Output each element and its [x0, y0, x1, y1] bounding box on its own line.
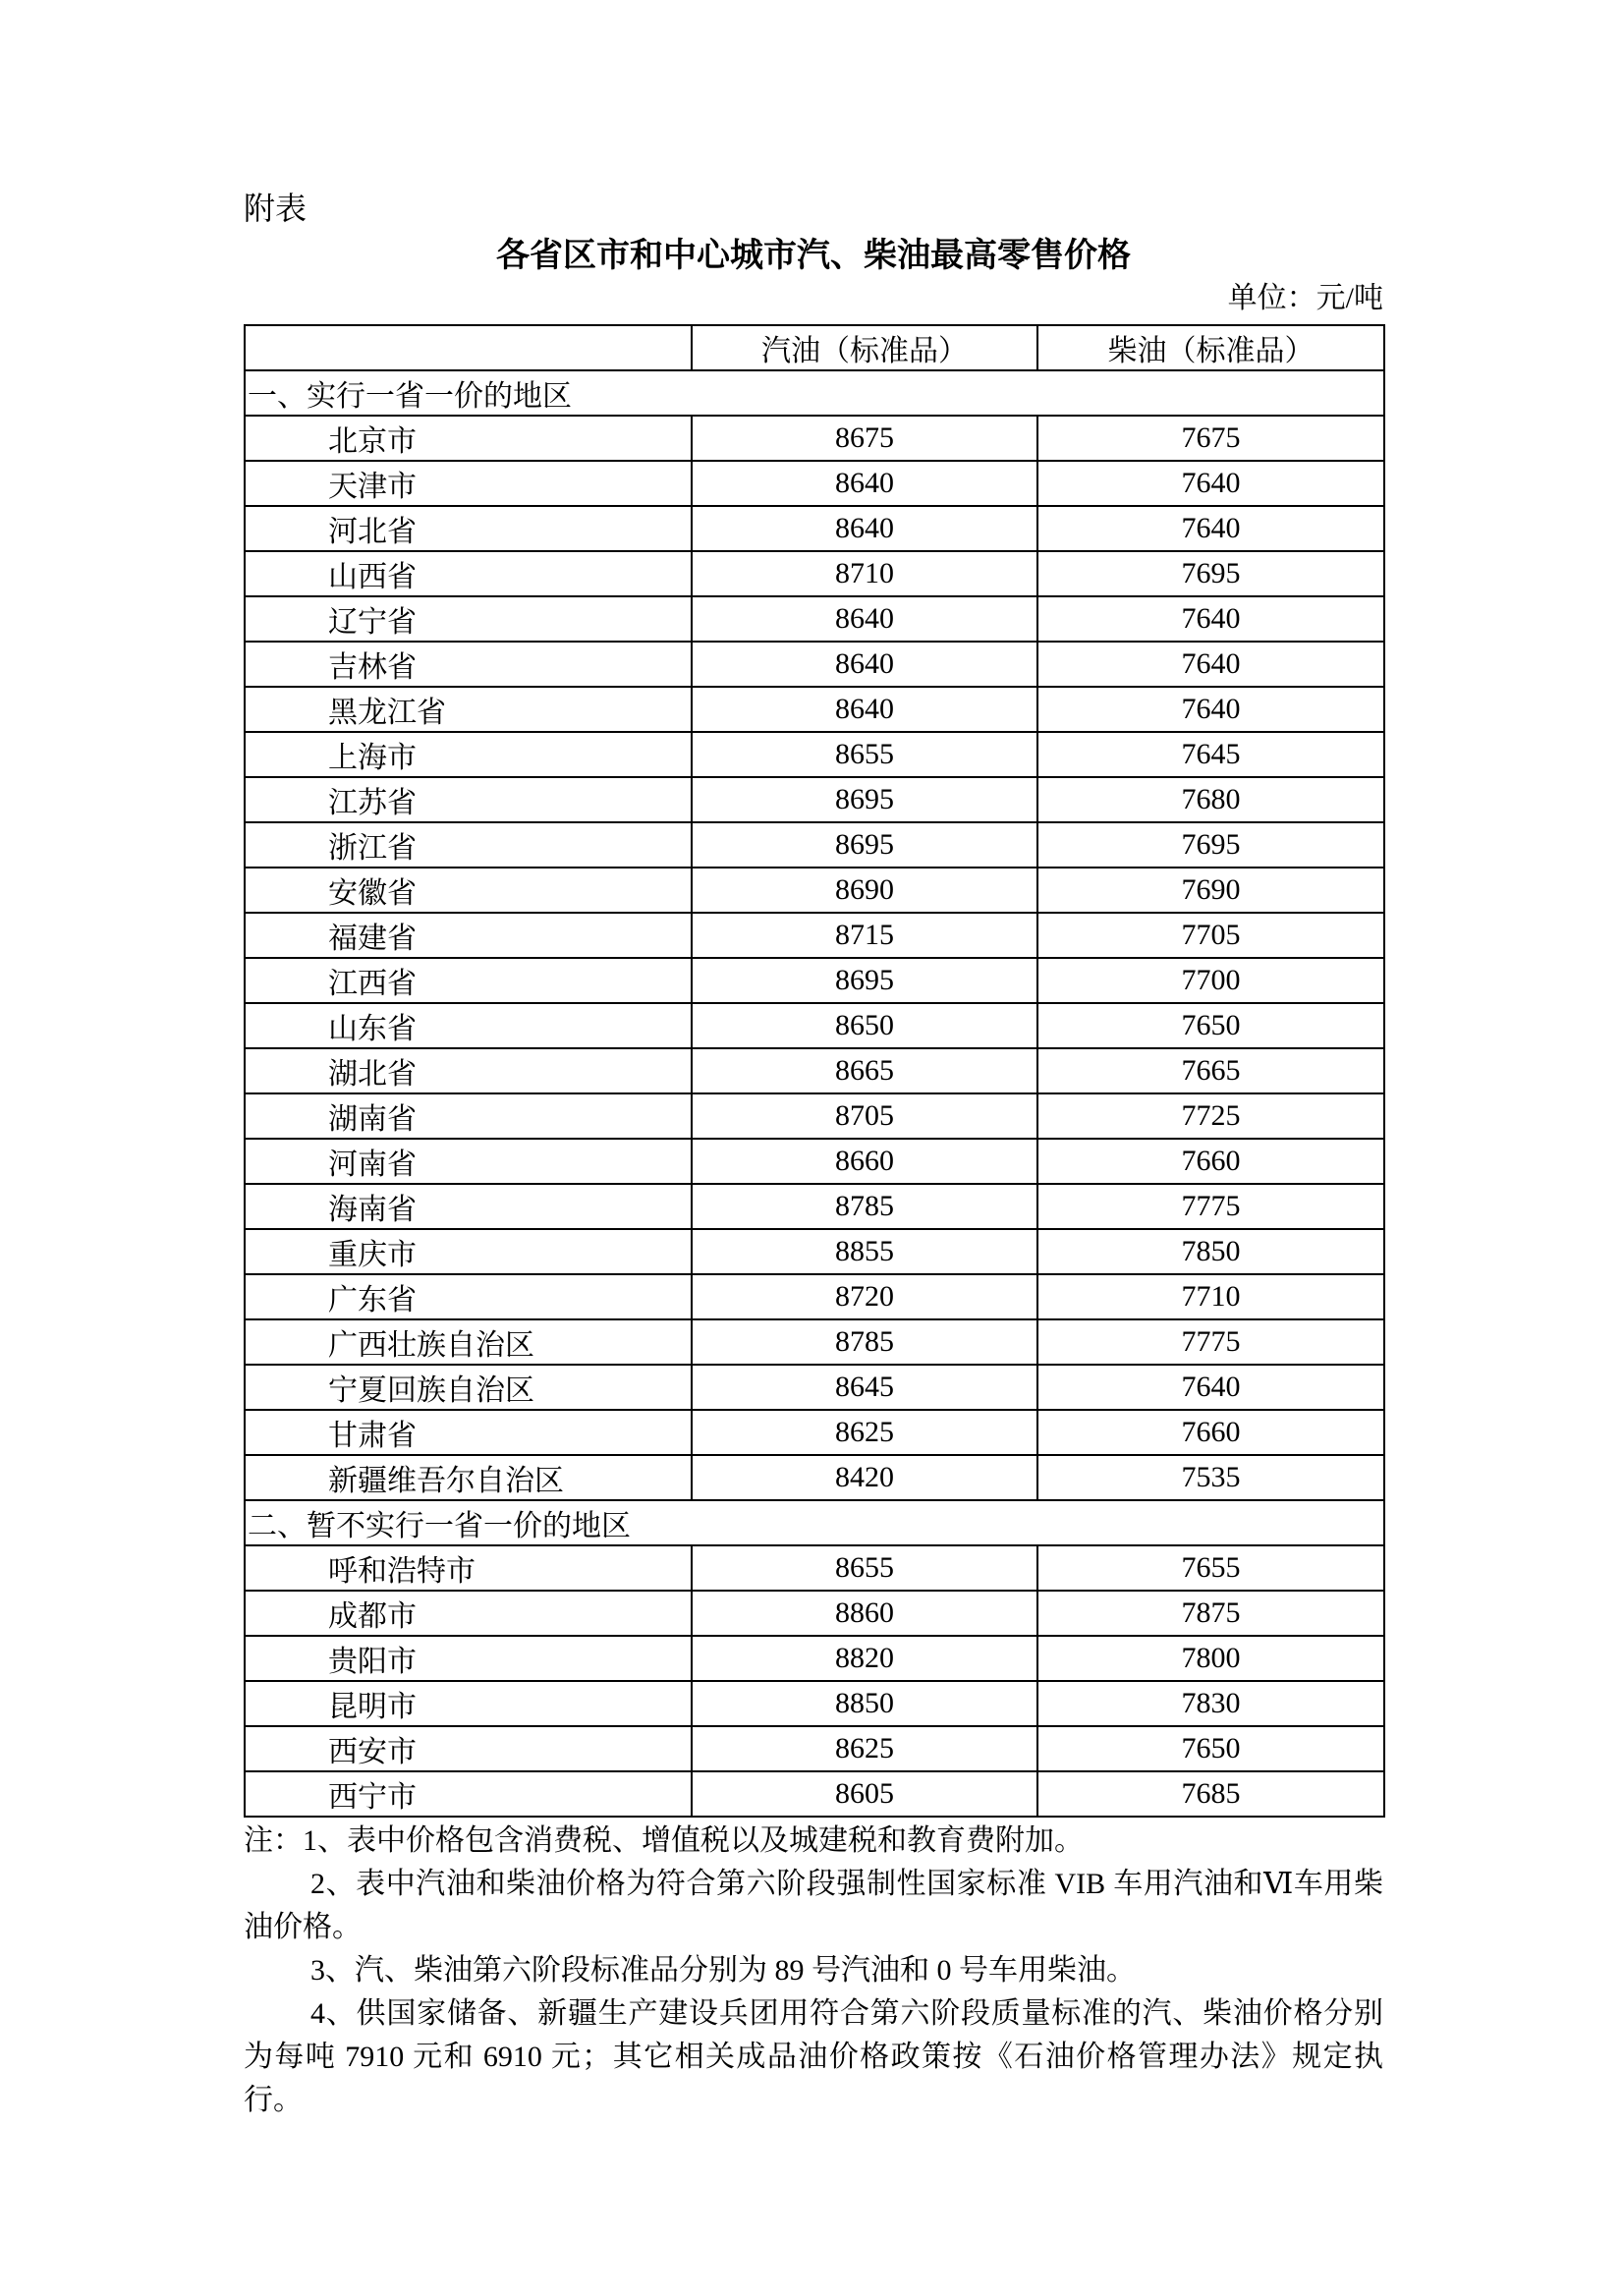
- gasoline-price-cell: 8820: [692, 1636, 1037, 1681]
- gasoline-price-cell: 8695: [692, 958, 1037, 1003]
- gasoline-price-cell: 8720: [692, 1274, 1037, 1319]
- region-cell: 宁夏回族自治区: [245, 1365, 692, 1410]
- gasoline-price-cell: 8640: [692, 687, 1037, 732]
- table-row: [245, 1410, 1384, 1455]
- col-header-gasoline: 汽油（标准品）: [692, 325, 1037, 370]
- gasoline-price-cell: 8625: [692, 1410, 1037, 1455]
- table-row: [245, 1003, 1384, 1048]
- table-header-row: [245, 325, 1384, 370]
- diesel-price-cell: 7695: [1037, 551, 1384, 596]
- gasoline-price-cell: 8665: [692, 1048, 1037, 1093]
- gasoline-price-cell: 8710: [692, 551, 1037, 596]
- table-row: [245, 1365, 1384, 1410]
- diesel-price-cell: 7850: [1037, 1229, 1384, 1274]
- region-cell: 湖北省: [245, 1048, 692, 1093]
- table-row: [245, 913, 1384, 958]
- note-line: 注：1、表中价格包含消费税、增值税以及城建税和教育费附加。: [244, 1824, 1084, 1857]
- gasoline-price-cell: 8660: [692, 1139, 1037, 1184]
- document-page: [244, 187, 1383, 2122]
- diesel-price-cell: 7655: [1037, 1545, 1384, 1591]
- region-cell: 河北省: [245, 506, 692, 551]
- diesel-price-cell: 7695: [1037, 822, 1384, 868]
- diesel-price-cell: 7535: [1037, 1455, 1384, 1500]
- diesel-price-cell: 7705: [1037, 913, 1384, 958]
- table-row: [245, 551, 1384, 596]
- diesel-price-cell: 7640: [1037, 461, 1384, 506]
- gasoline-price-cell: 8640: [692, 461, 1037, 506]
- note-line: 4、供国家储备、新疆生产建设兵团用符合第六阶段质量标准的汽、柴油价格分别为每吨 7910 元和 6910 元；其它相关成品油价格政策按《石油价格管理办法》规定执行。: [244, 1997, 1383, 2116]
- table-row: [245, 1591, 1384, 1636]
- gasoline-price-cell: 8650: [692, 1003, 1037, 1048]
- gasoline-price-cell: 8695: [692, 777, 1037, 822]
- diesel-price-cell: 7800: [1037, 1636, 1384, 1681]
- table-row: [245, 1681, 1384, 1726]
- col-header-diesel: 柴油（标准品）: [1037, 325, 1384, 370]
- section-heading: 二、暂不实行一省一价的地区: [245, 1500, 1384, 1545]
- region-cell: 西宁市: [245, 1771, 692, 1817]
- region-cell: 北京市: [245, 416, 692, 461]
- diesel-price-cell: 7640: [1037, 1365, 1384, 1410]
- gasoline-price-cell: 8675: [692, 416, 1037, 461]
- region-cell: 浙江省: [245, 822, 692, 868]
- table-row: [245, 416, 1384, 461]
- col-header-region: [245, 325, 692, 370]
- gasoline-price-cell: 8715: [692, 913, 1037, 958]
- region-cell: 重庆市: [245, 1229, 692, 1274]
- region-cell: 贵阳市: [245, 1636, 692, 1681]
- gasoline-price-cell: 8860: [692, 1591, 1037, 1636]
- region-cell: 江西省: [245, 958, 692, 1003]
- unit-label: 单位：元/吨: [1227, 282, 1383, 314]
- region-cell: 江苏省: [245, 777, 692, 822]
- diesel-price-cell: 7650: [1037, 1003, 1384, 1048]
- diesel-price-cell: 7775: [1037, 1319, 1384, 1365]
- region-cell: 海南省: [245, 1184, 692, 1229]
- region-cell: 广西壮族自治区: [245, 1319, 692, 1365]
- region-cell: 福建省: [245, 913, 692, 958]
- gasoline-price-cell: 8785: [692, 1184, 1037, 1229]
- diesel-price-cell: 7875: [1037, 1591, 1384, 1636]
- notes-block: [244, 1820, 1383, 2122]
- region-cell: 湖南省: [245, 1093, 692, 1139]
- region-cell: 呼和浩特市: [245, 1545, 692, 1591]
- region-cell: 上海市: [245, 732, 692, 777]
- table-row: [245, 1636, 1384, 1681]
- gasoline-price-cell: 8420: [692, 1455, 1037, 1500]
- table-row: [245, 506, 1384, 551]
- table-row: [245, 1455, 1384, 1500]
- table-row: [245, 822, 1384, 868]
- diesel-price-cell: 7640: [1037, 506, 1384, 551]
- table-row: [245, 1319, 1384, 1365]
- table-row: [245, 868, 1384, 913]
- region-cell: 天津市: [245, 461, 692, 506]
- gasoline-price-cell: 8625: [692, 1726, 1037, 1771]
- gasoline-price-cell: 8855: [692, 1229, 1037, 1274]
- region-cell: 辽宁省: [245, 596, 692, 642]
- gasoline-price-cell: 8695: [692, 822, 1037, 868]
- table-row: [245, 1093, 1384, 1139]
- diesel-price-cell: 7660: [1037, 1139, 1384, 1184]
- table-row: [245, 958, 1384, 1003]
- price-table: [244, 324, 1385, 1818]
- gasoline-price-cell: 8645: [692, 1365, 1037, 1410]
- table-row: [245, 687, 1384, 732]
- table-row: [245, 1771, 1384, 1817]
- region-cell: 甘肃省: [245, 1410, 692, 1455]
- region-cell: 昆明市: [245, 1681, 692, 1726]
- diesel-price-cell: 7660: [1037, 1410, 1384, 1455]
- diesel-price-cell: 7645: [1037, 732, 1384, 777]
- table-row: [245, 777, 1384, 822]
- gasoline-price-cell: 8785: [692, 1319, 1037, 1365]
- region-cell: 新疆维吾尔自治区: [245, 1455, 692, 1500]
- diesel-price-cell: 7710: [1037, 1274, 1384, 1319]
- region-cell: 广东省: [245, 1274, 692, 1319]
- table-row: [245, 1726, 1384, 1771]
- gasoline-price-cell: 8655: [692, 732, 1037, 777]
- diesel-price-cell: 7725: [1037, 1093, 1384, 1139]
- table-row: [245, 1229, 1384, 1274]
- diesel-price-cell: 7685: [1037, 1771, 1384, 1817]
- diesel-price-cell: 7680: [1037, 777, 1384, 822]
- diesel-price-cell: 7665: [1037, 1048, 1384, 1093]
- diesel-price-cell: 7675: [1037, 416, 1384, 461]
- region-cell: 安徽省: [245, 868, 692, 913]
- diesel-price-cell: 7650: [1037, 1726, 1384, 1771]
- gasoline-price-cell: 8605: [692, 1771, 1037, 1817]
- table-row: [245, 1545, 1384, 1591]
- diesel-price-cell: 7640: [1037, 687, 1384, 732]
- region-cell: 河南省: [245, 1139, 692, 1184]
- region-cell: 西安市: [245, 1726, 692, 1771]
- table-row: [245, 1184, 1384, 1229]
- region-cell: 山西省: [245, 551, 692, 596]
- gasoline-price-cell: 8640: [692, 506, 1037, 551]
- table-row: [245, 642, 1384, 687]
- diesel-price-cell: 7640: [1037, 596, 1384, 642]
- table-row: [245, 732, 1384, 777]
- table-row: [245, 1274, 1384, 1319]
- doc-label: 附表: [244, 191, 308, 226]
- gasoline-price-cell: 8850: [692, 1681, 1037, 1726]
- table-row: [245, 596, 1384, 642]
- region-cell: 吉林省: [245, 642, 692, 687]
- page-title: 各省区市和中心城市汽、柴油最高零售价格: [496, 238, 1131, 274]
- diesel-price-cell: 7830: [1037, 1681, 1384, 1726]
- gasoline-price-cell: 8705: [692, 1093, 1037, 1139]
- region-cell: 山东省: [245, 1003, 692, 1048]
- section-heading-row: [245, 1500, 1384, 1545]
- diesel-price-cell: 7640: [1037, 642, 1384, 687]
- note-line: 3、汽、柴油第六阶段标准品分别为 89 号汽油和 0 号车用柴油。: [310, 1954, 1136, 1987]
- table-row: [245, 461, 1384, 506]
- gasoline-price-cell: 8640: [692, 642, 1037, 687]
- section-heading: 一、实行一省一价的地区: [245, 370, 1384, 416]
- gasoline-price-cell: 8655: [692, 1545, 1037, 1591]
- section-heading-row: [245, 370, 1384, 416]
- region-cell: 黑龙江省: [245, 687, 692, 732]
- diesel-price-cell: 7700: [1037, 958, 1384, 1003]
- table-row: [245, 1139, 1384, 1184]
- gasoline-price-cell: 8690: [692, 868, 1037, 913]
- diesel-price-cell: 7775: [1037, 1184, 1384, 1229]
- diesel-price-cell: 7690: [1037, 868, 1384, 913]
- note-line: 2、表中汽油和柴油价格为符合第六阶段强制性国家标准 VIB 车用汽油和Ⅵ车用柴油价格。: [244, 1868, 1383, 1943]
- table-row: [245, 1048, 1384, 1093]
- gasoline-price-cell: 8640: [692, 596, 1037, 642]
- region-cell: 成都市: [245, 1591, 692, 1636]
